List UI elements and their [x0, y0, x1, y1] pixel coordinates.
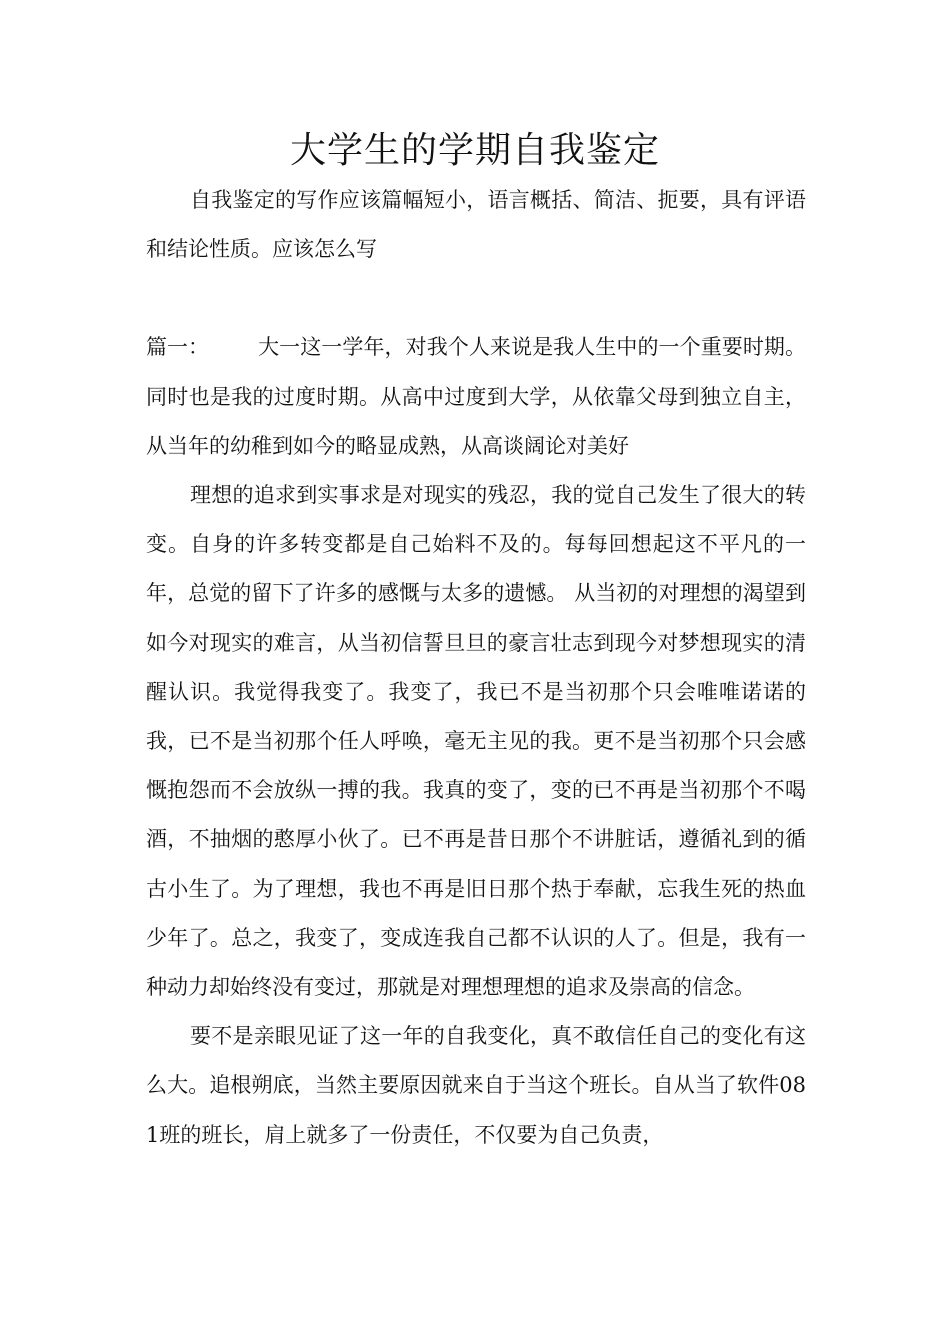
paragraph-1-text: 大一这一学年，对我个人来说是我人生中的一个重要时期。同时也是我的过度时期。从高中过度到大学，从依靠父母到独立自主，从当年的幼稚到如今的略显成熟，从高谈阔论对美好 — [146, 335, 806, 458]
document-body — [146, 176, 806, 1160]
document-title: 大学生的学期自我鉴定 — [289, 130, 660, 171]
paragraph-spacer — [146, 274, 806, 323]
paragraph-3: 要不是亲眼见证了这一年的自我变化，真不敢信任自己的变化有这么大。追根朔底，当然主要原因就来自于当这个班长。自从当了软件081班的班长，肩上就多了一份责任，不仅要为自己负责， — [146, 1024, 806, 1147]
section-one-paragraph — [146, 323, 806, 471]
intro-paragraph: 自我鉴定的写作应该篇幅短小，语言概括、简洁、扼要，具有评语和结论性质。应该怎么写 — [146, 188, 806, 262]
section-label: 篇一： — [146, 335, 209, 360]
paragraph-2: 理想的追求到实事求是对现实的残忍，我的觉自己发生了很大的转变。自身的许多转变都是自己始料不及的。每每回想起这不平凡的一年，总觉的留下了许多的感慨与太多的遗憾。 从当初的对理想的渴望到如今对现实的难言，从当初信誓旦旦的豪言壮志到现今对梦想现实的清醒认识。我觉得我变了。我变了，我已不是当初那个只会唯唯诺诺的我，已不是当初那个任人呼唤，毫无主见的我。更不是当初那个只会感慨抱怨而不会放纵一搏的我。我真的变了，变的已不再是当初那个不喝酒，不抽烟的憨厚小伙了。已不再是昔日那个不讲脏话，遵循礼到的循古小生了。为了理想，我也不再是旧日那个热于奉献，忘我生死的热血少年了。总之，我变了，变成连我自己都不认识的人了。但是，我有一种动力却始终没有变过，那就是对理想理想的追求及崇高的信念。 — [146, 483, 806, 1000]
